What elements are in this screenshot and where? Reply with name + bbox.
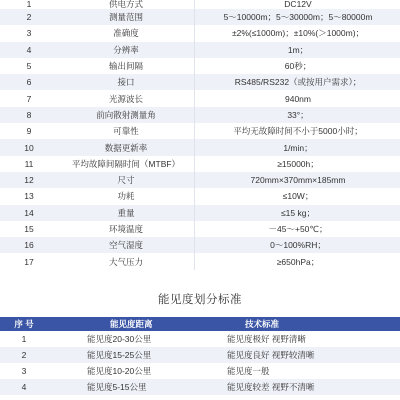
visibility-distance: 能见度10-20公里 [48,363,204,379]
visibility-distance: 能见度15-25公里 [48,347,204,363]
visibility-table [0,317,400,395]
table-row [0,9,400,25]
param-value: ≤10W； [195,188,400,204]
param-value: DC12V [195,0,400,9]
table-row [0,107,400,123]
param-name: 平均故障间隔时间（MTBF） [58,156,195,172]
param-name: 空气湿度 [58,237,195,253]
row-number: 5 [0,58,58,74]
param-name: 输出间隔 [58,58,195,74]
param-value: RS485/RS232（或按用户需求）； [195,74,400,90]
param-name: 数据更新率 [58,139,195,155]
table-row [0,237,400,253]
row-number: 15 [0,221,58,237]
row-number: 13 [0,188,58,204]
row-number: 17 [0,253,58,269]
table-row [0,58,400,74]
param-value: 1/min； [195,139,400,155]
visibility-standard: 能见度一般 [204,363,400,379]
param-name: 供电方式 [58,0,195,9]
param-value: 720mm×370mm×185mm [195,172,400,188]
row-number: 16 [0,237,58,253]
table-row [0,123,400,139]
table-row [0,139,400,155]
table-row [0,205,400,221]
row-number: 11 [0,156,58,172]
table-row [0,379,400,395]
row-number: 1 [0,331,48,347]
param-value: 0～100%RH； [195,237,400,253]
header-distance: 能见度距离 [48,317,204,331]
row-number: 8 [0,107,58,123]
row-number: 6 [0,74,58,90]
table-row [0,363,400,379]
row-number: 9 [0,123,58,139]
param-name: 准确度 [58,25,195,41]
row-number: 2 [0,9,58,25]
param-value: 940nm [195,90,400,106]
table-row [0,221,400,237]
param-name: 测量范围 [58,9,195,25]
row-number: 3 [0,25,58,41]
param-name: 大气压力 [58,253,195,269]
param-name: 尺寸 [58,172,195,188]
table-row [0,74,400,90]
row-number: 2 [0,347,48,363]
param-name: 前向散射测量角 [58,107,195,123]
visibility-standard: 能见度较差 视野不清晰 [204,379,400,395]
param-value: 1m； [195,42,400,58]
row-number: 3 [0,363,48,379]
param-value: －45～+50℃； [195,221,400,237]
visibility-distance: 能见度20-30公里 [48,331,204,347]
table-row [0,347,400,363]
row-number: 1 [0,0,58,9]
header-standard: 技术标准 [204,317,400,331]
param-value: ±2%(≤1000m)；±10%(＞1000m)； [195,25,400,41]
table-header-row [0,317,400,331]
table-row [0,90,400,106]
table-row [0,0,400,9]
row-number: 4 [0,379,48,395]
table-row [0,25,400,41]
param-value: 33°； [195,107,400,123]
row-number: 12 [0,172,58,188]
table-row [0,42,400,58]
table-row [0,188,400,204]
param-value: ≥15000h； [195,156,400,172]
param-name: 光源波长 [58,90,195,106]
visibility-standard: 能见度良好 视野较清晰 [204,347,400,363]
visibility-standard: 能见度极好 视野清晰 [204,331,400,347]
param-name: 功耗 [58,188,195,204]
row-number: 7 [0,90,58,106]
row-number: 4 [0,42,58,58]
table-row [0,331,400,347]
table-row [0,172,400,188]
row-number: 10 [0,139,58,155]
param-value: ≥650hPa； [195,253,400,269]
table-row [0,253,400,269]
param-name: 接口 [58,74,195,90]
header-number: 序 号 [0,317,48,331]
param-name: 重量 [58,205,195,221]
section-title: 能见度划分标准 [158,294,242,306]
param-name: 可靠性 [58,123,195,139]
table-row [0,156,400,172]
param-value: 平均无故障时间不小于5000小时； [195,123,400,139]
visibility-distance: 能见度5-15公里 [48,379,204,395]
row-number: 14 [0,205,58,221]
param-name: 分辨率 [58,42,195,58]
param-value: 60秒； [195,58,400,74]
param-value: ≤15 kg； [195,205,400,221]
param-name: 环境温度 [58,221,195,237]
param-value: 5～10000m；5～30000m；5～80000m [195,9,400,25]
